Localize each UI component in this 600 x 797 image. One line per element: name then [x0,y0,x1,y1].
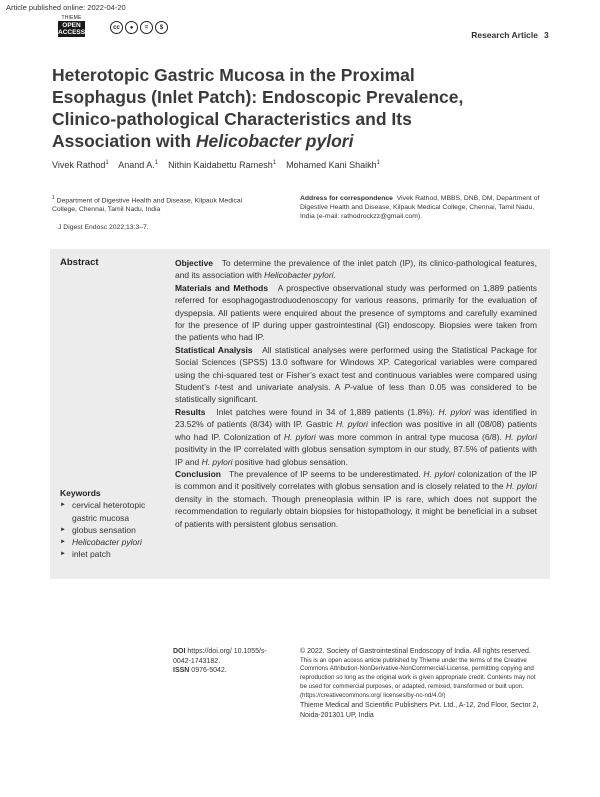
abstract-methods: Materials and Methods A prospective observational study was performed on 1,889 patients referred for esophagogastroduodenoscopy for various reasons, primarily for the evaluation of dyspepsia. All patients were enquired about the presence of symptoms and carefully examined for the presence of IP during upper gastrointestinal (GI) endoscopy. Biopsies were taken from the patients who had IP. [175,282,537,343]
abstract-statistics: Statistical Analysis All statistical analyses were performed using the Statistical Package for Social Sciences (SPSS) 13.0 software for Windows XP. Categorical variables were compared using the chi-squared test or Fisher’s exact test and continuous variables were compared using Student’s t-test and univariate analysis. A P-value of less than 0.05 was considered to be statistically significant. [175,344,538,405]
abstract-body [175,257,537,530]
logo-badge [58,21,85,37]
keywords-list [60,499,162,560]
correspondence-text: Vivek Rathod, MBBS, DNB, DM, Department of Digestive Health and Disease, Kilpauk Medical College, Chennai, Tamil Nadu, India (e-mail: rathodrockzz@gmail.com). [300,195,540,220]
author: Anand A.$^1$ [118,160,159,170]
nd-icon: = [140,21,153,34]
logo-badge-line1: OPEN [62,22,81,29]
keyword-item: ► inlet patch [60,548,162,560]
journal-citation: J Digest Endosc 2022;13:3–7. [58,224,149,231]
logo-publisher: THIEME [61,15,82,21]
logo-badge-line2: ACCESS [58,29,86,36]
abstract-conclusion: Conclusion The prevalence of IP seems to be underestimated. H. pylori colonization of the IP is common and it positively correlates with globus sensation and is closely related to the H. pylori density in the stomach. Though preneoplasia within IP is rare, which does not support the recommendation to regularly obtain biopsies for histopathology, it might be beneficial in a subset of patients with persistent globus sensation. [175,468,537,529]
section-label: Research Article [471,30,538,40]
copyright-block [300,647,542,720]
thieme-open-access-logo [58,15,85,40]
author: Nithin Kaidabettu Ramesh$^1$ [168,160,277,170]
abstract-objective: Objective To determine the prevalence of the inlet patch (IP), its clinico-pathological features, and its association with Helicobacter pylori. [175,258,537,281]
publication-date: Article published online: 2022-04-20 [6,3,126,12]
keywords-heading: Keywords [60,488,101,498]
nc-icon: $ [155,21,168,34]
creative-commons-license-icons [110,21,168,35]
abstract-results: Results Inlet patches were found in 34 of 1,889 patients (1.8%). H. pylori was identified in 23.52% of patients (8/34) with IP. Gastric H. pylori infection was positive in all (08/08) patients who had IP. Colonization of H. pylori was more common in antral type mucosa (6/8). H. pylori positivity in the IP correlated with globus sensation symptom in our study, 87.5% of patients with IP and H. pylori positive had globus sensation. [175,406,537,467]
by-icon: ● [125,21,138,34]
keyword-item: ► Helicobacter pylori [60,536,162,548]
author: Mohamed Kani Shaikh$^1$ [286,160,380,170]
correspondence-address [300,194,540,221]
correspondence-label: Address for correspondence [300,195,393,202]
doi-issn-block [173,647,273,676]
cc-icon: cc [110,21,123,34]
title-text: Heterotopic Gastric Mucosa in the Proximal Esophagus (Inlet Patch): Endoscopic Prevalence, Clinico-pathological Characteristics and Its Association with [52,65,464,151]
author-list [52,160,380,170]
keyword-item: ► cervical heterotopic gastric mucosa [60,499,162,524]
affiliation: $^1$ Department of Digestive Health and Disease, Kilpauk Medical College, Chennai, Tamil Nadu, India [52,195,243,214]
author: Vivek Rathod$^1$ [52,160,109,170]
abstract-heading: Abstract [60,257,99,268]
publisher-address: Thieme Medical and Scientific Publishers Pvt. Ltd., A-12, 2nd Floor, Sector 2, Noida-201301 UP, India [300,702,539,719]
issn-line: ISSN 0976-5042. [173,667,227,674]
keyword-item: ► globus sensation [60,524,162,536]
doi-line: DOI https://doi.org/ 10.1055/s-0042-1743182. [173,648,267,665]
keywords-section [60,487,162,561]
title-italic: Helicobacter pylori [195,131,354,151]
article-title [52,64,512,152]
page-number: 3 [544,30,549,40]
license-text: This is an open access article published by Thieme under the terms of the Creative Commons Attribution-NonDerivative-NonCommercial-License, permitting copying and reproduction so long as the original work is given appropriate credit. Contents may not be used for commercial purposes, or adapted, remixed, transformed or built upon. (https://creativecommons.org/ licenses/by-nc-nd/4.0/) [300,656,536,700]
copyright-text: © 2022. Society of Gastrointestinal Endoscopy of India. All rights reserved. [300,648,531,655]
